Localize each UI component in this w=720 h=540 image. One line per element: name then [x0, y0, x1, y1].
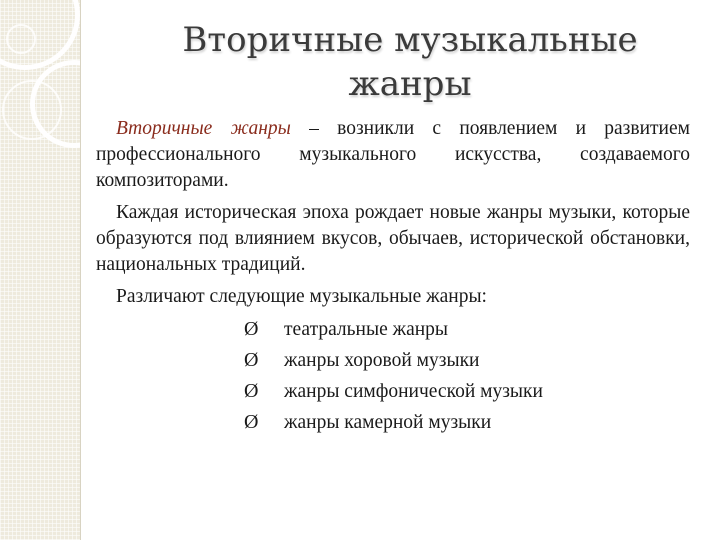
genre-list: [96, 316, 690, 440]
list-item: [244, 347, 690, 378]
term-highlight: Вторичные жанры: [116, 118, 291, 139]
paragraph-definition: [96, 116, 690, 194]
list-item: [244, 378, 690, 409]
decorative-circle: [2, 80, 62, 140]
list-item-text: театральные жанры: [284, 319, 449, 340]
arrow-bullet-icon: Ø: [244, 380, 259, 402]
arrow-bullet-icon: Ø: [244, 318, 259, 340]
slide-title-line-1: Вторичные музыкальные: [182, 20, 638, 60]
list-item-text: жанры камерной музыки: [284, 412, 492, 433]
list-item: [244, 316, 690, 347]
list-item-text: жанры симфонической музыки: [284, 381, 543, 402]
definition-text: – возникли с появлением и развитием профессионального музыкального искусства, создаваемого композиторами.: [96, 118, 690, 191]
list-item: [244, 409, 690, 440]
arrow-bullet-icon: Ø: [244, 349, 259, 371]
list-item-text: жанры хоровой музыки: [284, 350, 480, 371]
decorative-circle: [6, 24, 36, 54]
panel-divider: [80, 0, 81, 540]
slide-body: [96, 116, 690, 440]
slide-title-line-2: жанры: [348, 64, 472, 104]
decorative-side-panel: [0, 0, 80, 540]
arrow-bullet-icon: Ø: [244, 411, 259, 433]
slide-title: [140, 18, 680, 106]
paragraph-intro-list: Различают следующие музыкальные жанры:: [116, 286, 487, 307]
paragraph-epochs: Каждая историческая эпоха рождает новые жанры музыки, которые образуются под влиянием вкусов, обычаев, исторической обстановки, национальных традиций.: [96, 202, 690, 275]
